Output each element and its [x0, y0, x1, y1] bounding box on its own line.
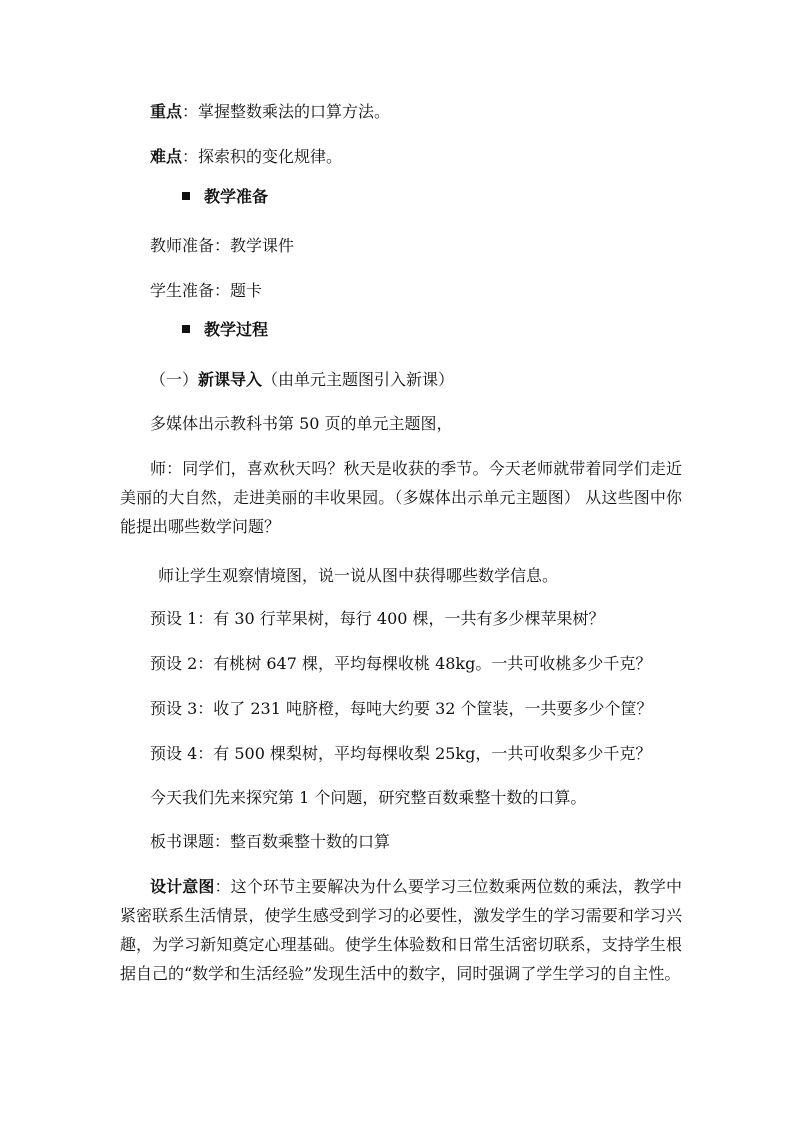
- design-intent-text: ：这个环节主要解决为什么要学习三位数乘两位数的乘法，教学中紧密联系生活情景，使学生感受到学习的必要性，激发学生的学习需要和学习兴趣，为学习新知奠定心理基础。使学生体验数和日常生活密切联系，支持学生根据自己的“数学和生活经验”发现生活中的数字，同时强调了学生学习的自主性。: [120, 877, 682, 983]
- preset-line-3: 预设 3：收了 231 吨脐橙，每吨大约要 32 个筐装，一共要多少个筐？: [150, 699, 653, 718]
- key-point-label: 重点: [150, 102, 183, 121]
- multimedia-line: 多媒体出示教科书第 50 页的单元主题图，: [150, 414, 453, 433]
- intro-heading: [150, 370, 454, 390]
- section-heading-prep: [182, 187, 268, 207]
- square-bullet-icon: [182, 192, 190, 200]
- section-prep-title: 教学准备: [204, 187, 269, 206]
- design-intent-paragraph: [120, 872, 682, 988]
- student-prep-line: 学生准备：题卡: [150, 281, 263, 300]
- preset-line-1: 预设 1：有 30 行苹果树，每行 400 棵，一共有多少棵苹果树？: [150, 609, 605, 628]
- key-point-text: ：掌握整数乘法的口算方法。: [182, 102, 391, 121]
- preset-line-4: 预设 4：有 500 棵梨树，平均每棵收梨 25kg，一共可收梨多少千克？: [150, 744, 652, 763]
- square-bullet-icon: [182, 325, 190, 333]
- difficulty-line: [150, 147, 342, 167]
- teacher-prep-line: 教师准备：教学课件: [150, 236, 295, 255]
- difficulty-text: ：探索积的变化规律。: [182, 147, 343, 166]
- section-process-title: 教学过程: [204, 320, 269, 339]
- difficulty-label: 难点: [150, 147, 183, 166]
- observe-line: 师让学生观察情境图，说一说从图中获得哪些数学信息。: [158, 566, 559, 585]
- teacher-talk-paragraph: 师：同学们，喜欢秋天吗？秋天是收获的季节。今天老师就带着同学们走近美丽的大自然，走进美丽的丰收果园。（多媒体出示单元主题图） 从这些图中你能提出哪些数学问题？: [120, 459, 682, 536]
- key-point-line: [150, 102, 390, 122]
- intro-bold: 新课导入: [198, 370, 263, 389]
- board-title-line: 板书课题：整百数乘整十数的口算: [150, 832, 391, 851]
- design-intent-label: 设计意图: [150, 877, 215, 896]
- section-heading-process: [182, 320, 268, 340]
- preset-line-2: 预设 2：有桃树 647 棵，平均每棵收桃 48kg。一共可收桃多少千克？: [150, 654, 652, 673]
- intro-prefix: （一）: [150, 370, 199, 389]
- today-line: 今天我们先来探究第 1 个问题，研究整百数乘整十数的口算。: [150, 788, 587, 807]
- intro-rest: （由单元主题图引入新课）: [262, 370, 455, 389]
